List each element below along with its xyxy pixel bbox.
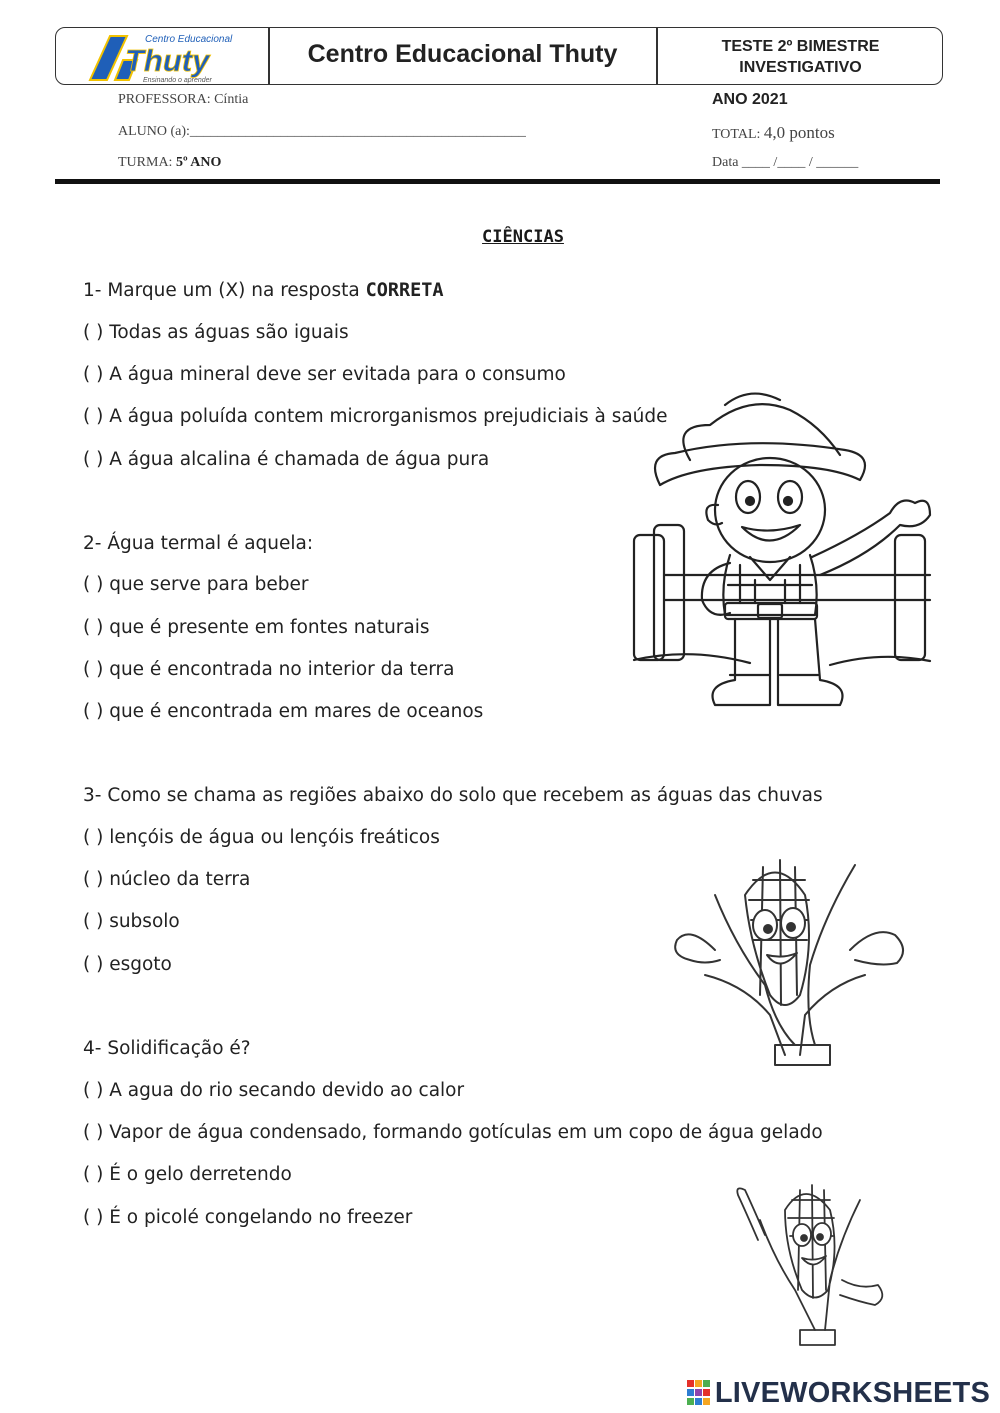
question-4-prompt: 4- Solidificação é? bbox=[83, 1038, 251, 1059]
corn-illustration bbox=[730, 1180, 890, 1355]
question-4-option[interactable]: ( ) A agua do rio secando devido ao calor bbox=[83, 1080, 465, 1101]
test-title-line2: INVESTIGATIVO bbox=[739, 59, 862, 76]
liveworksheets-icon bbox=[687, 1380, 711, 1406]
question-2-option[interactable]: ( ) que serve para beber bbox=[83, 574, 309, 595]
brand-name: LIVEWORKSHEETS bbox=[714, 1376, 990, 1409]
logo-text-main: Thuty bbox=[125, 43, 210, 78]
question-3-option[interactable]: ( ) lençóis de água ou lençóis freáticos bbox=[83, 827, 440, 848]
total-label-text: TOTAL: bbox=[712, 127, 764, 142]
class-label-text: TURMA: bbox=[118, 155, 176, 170]
question-3-option[interactable]: ( ) esgoto bbox=[83, 954, 172, 975]
question-2-option[interactable]: ( ) que é encontrada no interior da terra bbox=[83, 659, 455, 680]
school-logo bbox=[85, 30, 235, 84]
question-2-option[interactable]: ( ) que é encontrada em mares de oceanos bbox=[83, 701, 484, 722]
total-value: 4,0 pontos bbox=[763, 123, 835, 142]
question-1-option[interactable]: ( ) A água mineral deve ser evitada para o consumo bbox=[83, 364, 566, 385]
school-name: Centro Educacional Thuty bbox=[307, 40, 618, 68]
question-2-option[interactable]: ( ) que é presente em fontes naturais bbox=[83, 617, 430, 638]
test-title-line1: TESTE 2º BIMESTRE bbox=[721, 38, 880, 55]
question-1-option[interactable]: ( ) A água alcalina é chamada de água pura bbox=[83, 449, 490, 470]
question-1-option[interactable]: ( ) A água poluída contem microrganismos prejudiciais à saúde bbox=[83, 406, 668, 427]
question-1-prompt-bold: CORRETA bbox=[365, 280, 444, 301]
test-title bbox=[658, 36, 943, 78]
logo-text-top: Centro Educacional bbox=[145, 34, 233, 45]
corn-illustration bbox=[665, 855, 915, 1075]
question-2-prompt: 2- Água termal é aquela: bbox=[83, 533, 314, 554]
date-field[interactable]: Data ____ /____ / ______ bbox=[712, 155, 859, 170]
question-4-option[interactable]: ( ) É o gelo derretendo bbox=[83, 1164, 292, 1185]
question-1-prompt-text: 1- Marque um (X) na resposta bbox=[83, 280, 366, 301]
section-title: CIÊNCIAS bbox=[482, 227, 564, 247]
liveworksheets-logo bbox=[687, 1376, 990, 1410]
cowboy-boy-illustration bbox=[630, 385, 940, 740]
teacher-label: PROFESSORA: Cíntia bbox=[118, 92, 249, 107]
logo-text-sub: Ensinando o aprender bbox=[143, 77, 212, 84]
total-label bbox=[712, 123, 835, 143]
class-value: 5º ANO bbox=[175, 155, 222, 170]
question-4-option[interactable]: ( ) Vapor de água condensado, formando gotículas em um copo de água gelado bbox=[83, 1122, 823, 1143]
question-3-option[interactable]: ( ) núcleo da terra bbox=[83, 869, 251, 890]
year-label: ANO 2021 bbox=[712, 91, 788, 108]
student-name-field[interactable]: ALUNO (a):________________________________________________ bbox=[118, 124, 526, 139]
question-1-prompt bbox=[83, 280, 444, 301]
question-4-option[interactable]: ( ) É o picolé congelando no freezer bbox=[83, 1207, 413, 1228]
question-1-option[interactable]: ( ) Todas as águas são iguais bbox=[83, 322, 349, 343]
question-3-option[interactable]: ( ) subsolo bbox=[83, 911, 180, 932]
question-3-prompt: 3- Como se chama as regiões abaixo do solo que recebem as águas das chuvas bbox=[83, 785, 823, 806]
class-label bbox=[118, 155, 221, 171]
header-rule bbox=[55, 179, 940, 184]
